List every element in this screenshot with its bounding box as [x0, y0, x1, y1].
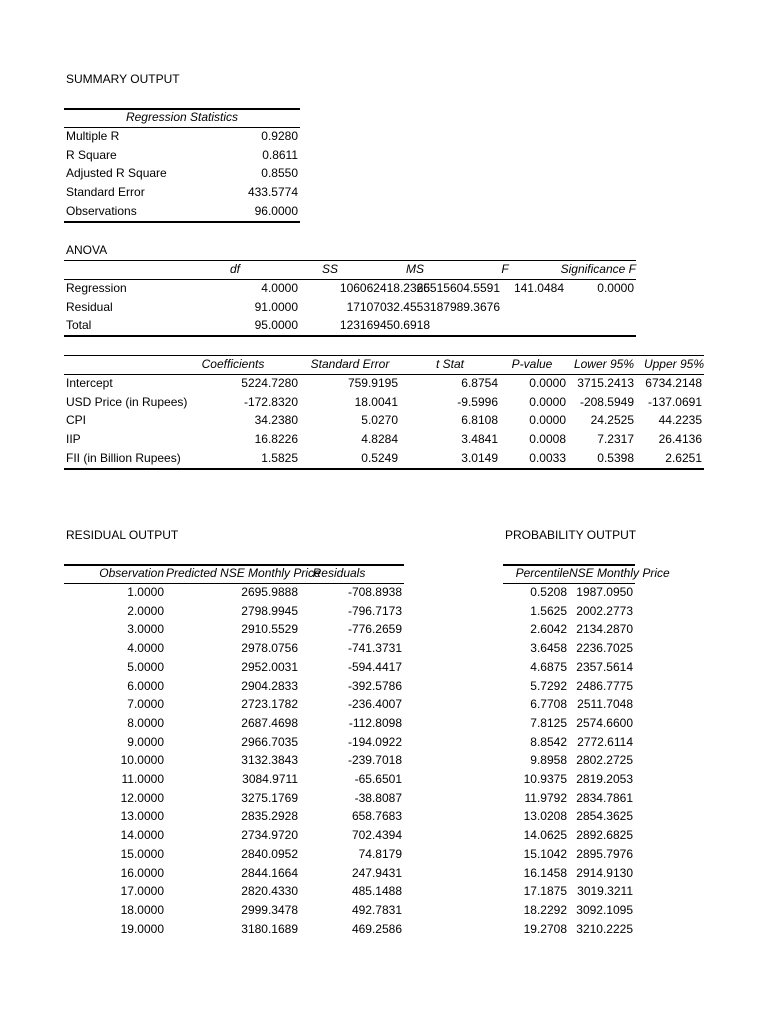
anova-column-header: MS: [406, 262, 424, 276]
coefficient-row-label: IIP: [66, 432, 81, 447]
nse-monthly-price: 2914.9130: [576, 865, 633, 880]
coefficient-value: 34.2380: [254, 413, 298, 428]
anova-ss: 106062418.2365: [339, 281, 430, 295]
anova-significance: [566, 316, 634, 335]
p-value: 0.0008: [529, 432, 566, 447]
nse-monthly-price: 2892.6825: [576, 828, 633, 843]
nse-monthly-price: 2819.2053: [576, 772, 633, 786]
predicted-price: 3084.9711: [242, 772, 298, 786]
probability-column-header: Percentile: [515, 566, 569, 580]
predicted-price: 2687.4698: [241, 715, 298, 730]
nse-monthly-price: 2772.6114: [577, 734, 633, 749]
residual-value: -741.3731: [347, 641, 402, 656]
predicted-price: 2904.2833: [241, 678, 298, 693]
t-stat-value: 3.4841: [461, 432, 498, 447]
residual-value: -239.7018: [347, 753, 402, 768]
residual-value: -796.7173: [347, 603, 402, 618]
predicted-price: 2723.1782: [241, 697, 298, 712]
observation-number: 10.0000: [120, 753, 164, 768]
nse-monthly-price: 1987.0950: [576, 585, 633, 599]
stat-value: 0.8550: [261, 166, 298, 181]
coefficients-column-header: Standard Error: [310, 357, 390, 371]
predicted-price: 2910.5529: [241, 622, 298, 637]
stat-label: Adjusted R Square: [66, 166, 167, 181]
percentile-value: 11.9792: [524, 790, 567, 805]
nse-monthly-price: 3092.1095: [576, 902, 633, 917]
stat-label: Multiple R: [66, 129, 120, 143]
observation-number: 8.0000: [127, 715, 164, 730]
t-stat-value: -9.5996: [457, 394, 498, 409]
stat-value: 0.8611: [262, 147, 298, 162]
upper-95-value: 2.6251: [665, 450, 702, 465]
predicted-price: 2798.9945: [241, 603, 298, 618]
predicted-price: 3275.1769: [241, 790, 298, 805]
lower-95-value: 3715.2413: [577, 376, 634, 390]
nse-monthly-price: 2511.7048: [577, 697, 633, 712]
residual-value: 658.7683: [351, 809, 402, 824]
anova-column-header: F: [501, 262, 509, 276]
p-value: 0.0000: [529, 376, 566, 390]
p-value: 0.0000: [529, 394, 566, 409]
percentile-value: 5.7292: [530, 678, 567, 693]
residual-value: 469.2586: [351, 921, 402, 936]
residual-value: 702.4394: [351, 828, 402, 843]
anova-ms: [400, 316, 500, 335]
observation-number: 17.0000: [120, 884, 164, 899]
predicted-price: 2835.2928: [241, 809, 298, 824]
coefficient-value: -172.8320: [243, 394, 298, 409]
upper-95-value: 44.2235: [658, 413, 702, 428]
summary-title: SUMMARY OUTPUT: [66, 72, 180, 86]
anova-column-header: SS: [321, 262, 338, 276]
rule: [64, 468, 704, 470]
residual-value: -594.4417: [347, 659, 402, 674]
residual-title: RESIDUAL OUTPUT: [66, 528, 179, 542]
stat-label: R Square: [66, 147, 117, 162]
residual-value: -194.0922: [347, 734, 402, 749]
predicted-price: 3180.1689: [241, 921, 298, 936]
predicted-price: 3132.3843: [241, 753, 298, 768]
observation-number: 12.0000: [120, 790, 164, 805]
observation-number: 18.0000: [120, 902, 164, 917]
nse-monthly-price: 2854.3625: [576, 809, 633, 824]
stat-value: 96.0000: [254, 203, 298, 218]
percentile-value: 16.1458: [523, 865, 567, 880]
coefficients-column-header: P-value: [511, 357, 553, 371]
probability-column-header: NSE Monthly Price: [569, 566, 670, 580]
residual-value: -65.6501: [354, 772, 402, 786]
p-value: 0.0033: [529, 450, 566, 465]
residual-value: -392.5786: [347, 678, 402, 693]
nse-monthly-price: 3210.2225: [576, 921, 633, 936]
percentile-value: 2.6042: [530, 622, 567, 637]
observation-number: 13.0000: [120, 809, 164, 824]
percentile-value: 6.7708: [530, 697, 567, 712]
observation-number: 19.0000: [120, 921, 164, 936]
stat-label: Observations: [66, 203, 137, 218]
anova-significance: [566, 298, 634, 317]
percentile-value: 15.1042: [523, 846, 567, 861]
predicted-price: 2695.9888: [241, 585, 298, 599]
percentile-value: 10.9375: [523, 772, 567, 786]
stat-value: 0.9280: [261, 129, 298, 143]
percentile-value: 8.8542: [530, 734, 567, 749]
nse-monthly-price: 2486.7775: [576, 678, 633, 693]
nse-monthly-price: 2574.6600: [576, 715, 633, 730]
observation-number: 3.0000: [127, 622, 164, 637]
anova-ss: 17107032.4553: [346, 299, 430, 314]
observation-number: 16.0000: [120, 865, 164, 880]
regression-statistics-header: Regression Statistics: [125, 110, 239, 124]
nse-monthly-price: 2895.7976: [576, 846, 633, 861]
upper-95-value: 26.4136: [658, 432, 702, 447]
rule: [64, 374, 704, 375]
lower-95-value: 0.5398: [597, 450, 634, 465]
upper-95-value: -137.0691: [647, 394, 702, 409]
t-stat-value: 3.0149: [461, 450, 498, 465]
predicted-price: 2840.0952: [241, 846, 298, 861]
anova-f: [500, 298, 564, 317]
rule: [64, 221, 300, 223]
observation-number: 6.0000: [127, 678, 164, 693]
percentile-value: 19.2708: [523, 921, 567, 936]
rule: [64, 279, 636, 280]
anova-column-header: df: [229, 262, 240, 276]
percentile-value: 3.6458: [530, 641, 567, 656]
upper-95-value: 6734.2148: [645, 376, 702, 390]
coefficient-value: 5224.7280: [241, 376, 298, 390]
predicted-price: 2820.4330: [241, 884, 298, 899]
lower-95-value: 24.2525: [590, 413, 634, 428]
coefficients-column-header: Lower 95%: [573, 357, 634, 371]
rule: [64, 583, 404, 584]
nse-monthly-price: 2834.7861: [576, 790, 633, 805]
coefficient-row-label: USD Price (in Rupees): [66, 394, 188, 409]
coefficient-value: 16.8226: [254, 432, 298, 447]
predicted-price: 2966.7035: [241, 734, 298, 749]
percentile-value: 1.5625: [530, 603, 567, 618]
percentile-value: 0.5208: [530, 585, 567, 599]
predicted-price: 2999.3478: [241, 902, 298, 917]
residual-value: -38.8087: [354, 790, 402, 805]
percentile-value: 9.8958: [530, 753, 567, 768]
observation-number: 11.0000: [121, 772, 164, 786]
t-stat-value: 6.8754: [461, 376, 498, 390]
percentile-value: 4.6875: [530, 659, 567, 674]
coefficient-row-label: FII (in Billion Rupees): [66, 450, 181, 465]
stat-value: 433.5774: [247, 185, 298, 200]
nse-monthly-price: 2236.7025: [576, 641, 633, 656]
anova-significance: 0.0000: [597, 281, 634, 295]
nse-monthly-price: 3019.3211: [577, 884, 633, 899]
anova-column-header: Significance F: [560, 262, 636, 276]
standard-error-value: 5.0270: [361, 413, 398, 428]
lower-95-value: 7.2317: [597, 432, 634, 447]
standard-error-value: 18.0041: [354, 394, 398, 409]
percentile-value: 18.2292: [523, 902, 567, 917]
residual-value: -236.4007: [347, 697, 402, 712]
residual-column-header: Predicted NSE Monthly Price: [166, 566, 321, 580]
anova-df: 95.0000: [254, 318, 298, 333]
residual-value: 247.9431: [351, 865, 402, 880]
observation-number: 9.0000: [127, 734, 164, 749]
percentile-value: 7.8125: [530, 715, 567, 730]
percentile-value: 13.0208: [523, 809, 567, 824]
residual-value: -112.8098: [348, 715, 402, 730]
anova-df: 91.0000: [254, 299, 298, 314]
percentile-value: 17.1875: [523, 884, 567, 899]
predicted-price: 2978.0756: [241, 641, 298, 656]
rule: [503, 583, 635, 584]
t-stat-value: 6.8108: [461, 413, 498, 428]
nse-monthly-price: 2002.2773: [576, 603, 633, 618]
anova-ss: 123169450.6918: [339, 318, 430, 333]
standard-error-value: 0.5249: [361, 450, 398, 465]
residual-column-header: Residuals: [312, 566, 366, 580]
observation-number: 5.0000: [127, 659, 164, 674]
anova-df: 4.0000: [261, 281, 298, 295]
p-value: 0.0000: [529, 413, 566, 428]
coefficients-column-header: Upper 95%: [643, 357, 704, 371]
residual-value: 74.8179: [358, 846, 402, 861]
nse-monthly-price: 2134.2870: [576, 622, 633, 637]
anova-f: 141.0484: [513, 281, 564, 295]
observation-number: 7.0000: [127, 697, 164, 712]
anova-row-label: Residual: [66, 299, 113, 314]
predicted-price: 2844.1664: [241, 865, 298, 880]
residual-value: -776.2659: [347, 622, 402, 637]
predicted-price: 2952.0031: [241, 659, 298, 674]
observation-number: 15.0000: [120, 846, 164, 861]
coefficient-row-label: CPI: [66, 413, 87, 428]
anova-title: ANOVA: [66, 243, 108, 257]
observation-number: 1.0000: [127, 585, 164, 599]
residual-value: -708.8938: [347, 585, 402, 599]
probability-title: PROBABILITY OUTPUT: [505, 528, 637, 542]
lower-95-value: -208.5949: [579, 394, 634, 409]
nse-monthly-price: 2357.5614: [576, 659, 633, 674]
stat-label: Standard Error: [66, 185, 145, 200]
standard-error-value: 759.9195: [347, 376, 398, 390]
predicted-price: 2734.9720: [241, 828, 298, 843]
standard-error-value: 4.8284: [361, 432, 398, 447]
residual-column-header: Observation: [99, 566, 164, 580]
rule: [64, 335, 636, 337]
observation-number: 2.0000: [127, 603, 164, 618]
residual-value: 485.1488: [351, 884, 402, 899]
observation-number: 4.0000: [127, 641, 164, 656]
coefficient-value: 1.5825: [261, 450, 298, 465]
anova-row-label: Regression: [66, 281, 127, 295]
observation-number: 14.0000: [120, 828, 164, 843]
percentile-value: 14.0625: [523, 828, 567, 843]
anova-row-label: Total: [66, 318, 92, 333]
nse-monthly-price: 2802.2725: [576, 753, 633, 768]
coefficients-column-header: t Stat: [435, 357, 464, 371]
coefficient-row-label: Intercept: [66, 376, 113, 390]
residual-value: 492.7831: [351, 902, 402, 917]
anova-ms: 26515604.5591: [416, 281, 500, 295]
anova-f: [500, 316, 564, 335]
anova-ms: 187989.3676: [429, 299, 500, 314]
coefficients-column-header: Coefficients: [201, 357, 265, 371]
